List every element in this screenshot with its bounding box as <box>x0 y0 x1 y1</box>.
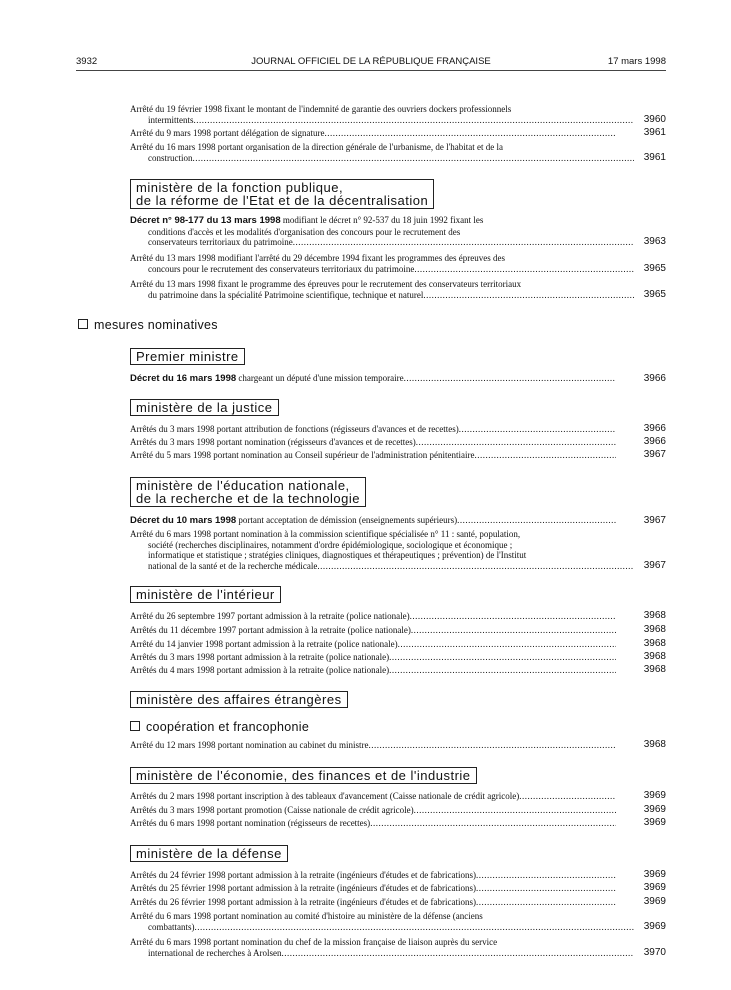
toc-entry[interactable]: Arrêté du 6 mars 1998 portant nomination au comité d'histoire au ministère de la défense (anciens combattants) ..... 3969 <box>130 911 666 932</box>
page-number: 3932 <box>76 56 98 67</box>
toc-entry[interactable]: Arrêtés du 3 mars 1998 portant attribution de fonctions (régisseurs d'avances et de recettes) ..... 3966 <box>130 424 666 435</box>
section-mesures-nominatives: mesures nominatives <box>78 318 218 332</box>
page-ref: 3961 <box>643 127 666 138</box>
page-ref: 3968 <box>643 638 666 649</box>
page-ref: 3963 <box>643 236 666 247</box>
toc-entry[interactable]: Arrêté du 13 mars 1998 fixant le programme des épreuves pour le recrutement des conservateurs territoriaux du patrimoine dans la spécialité Patrimoine scientifique, technique et naturel ..... 3965 <box>130 279 666 300</box>
toc-entry[interactable]: Arrêté du 19 février 1998 fixant le montant de l'indemnité de garantie des ouvriers dockers professionnels intermittents ..... 3960 <box>130 104 666 125</box>
page-ref: 3969 <box>643 920 666 932</box>
page-ref: 3969 <box>643 790 666 801</box>
toc-entry[interactable]: Arrêté du 16 mars 1998 portant organisation de la direction générale de l'urbanisme, de l'habitat et de la construction ..... 3961 <box>130 142 666 163</box>
subsection-cooperation: coopération et francophonie <box>130 720 309 734</box>
toc-entry[interactable]: Arrêtés du 4 mars 1998 portant admission à la retraite (police nationale) ..... 3968 <box>130 665 666 676</box>
checkbox-square-icon <box>130 721 140 731</box>
page-ref: 3960 <box>643 113 666 125</box>
page-ref: 3965 <box>643 288 666 300</box>
ministry-heading-education: ministère de l'éducation nationale, de la recherche et de la technologie <box>130 477 366 507</box>
toc-entry[interactable]: Arrêté du 6 mars 1998 portant nomination à la commission scientifique spécialisée n° 11 : santé, population, société (recherches disciplinaires, notamment d'ordre épidémiologique, sociologique et économique ; informatique et statistique ; stratégies cliniques, diagnostiques et thérapeutiques ; prévention) de l'Institut national de la santé et de la recherche médicale ..... 3967 <box>130 529 666 571</box>
ministry-heading-interieur: ministère de l'intérieur <box>130 586 281 603</box>
toc-entry[interactable]: Arrêtés du 3 mars 1998 portant nomination (régisseurs d'avances et de recettes) ..... 3966 <box>130 437 666 448</box>
toc-entry[interactable]: Arrêtés du 25 février 1998 portant admission à la retraite (ingénieurs d'études et de fabrications) ..... 3969 <box>130 883 666 894</box>
toc-entry[interactable]: Décret du 10 mars 1998 portant acceptation de démission (enseignements supérieurs) ..... 3967 <box>130 515 666 527</box>
page-ref: 3965 <box>643 262 666 274</box>
page-ref: 3969 <box>643 804 666 815</box>
page-ref: 3967 <box>643 559 666 571</box>
page-ref: 3969 <box>643 869 666 880</box>
toc-entry[interactable]: Arrêtés du 3 mars 1998 portant admission à la retraite (police nationale) ..... 3968 <box>130 652 666 663</box>
toc-entry[interactable]: Arrêtés du 11 décembre 1997 portant admission à la retraite (police nationale) ..... 3968 <box>130 625 666 636</box>
ministry-heading-justice: ministère de la justice <box>130 399 279 416</box>
toc-entry[interactable]: Arrêtés du 26 février 1998 portant admission à la retraite (ingénieurs d'études et de fabrications) ..... 3969 <box>130 897 666 908</box>
page-ref: 3968 <box>643 624 666 635</box>
issue-date: 17 mars 1998 <box>607 56 666 67</box>
ministry-heading-fonction-publique: ministère de la fonction publique, de la réforme de l'Etat et de la décentralisation <box>130 179 434 209</box>
toc-entry[interactable]: Arrêté du 26 septembre 1997 portant admission à la retraite (police nationale) ..... 3968 <box>130 611 666 622</box>
page-ref: 3967 <box>643 449 666 460</box>
toc-entry[interactable]: Arrêtés du 6 mars 1998 portant nomination (régisseurs de recettes) ..... 3969 <box>130 818 666 829</box>
ministry-heading-economie: ministère de l'économie, des finances et de l'industrie <box>130 767 477 784</box>
toc-entry[interactable]: Arrêté du 5 mars 1998 portant nomination au Conseil supérieur de l'administration pénitentiaire ..... 3967 <box>130 450 666 461</box>
page-ref: 3969 <box>643 882 666 893</box>
page-ref: 3966 <box>643 373 666 384</box>
page-ref: 3970 <box>643 946 666 958</box>
ministry-heading-affaires-etrangeres: ministère des affaires étrangères <box>130 691 348 708</box>
toc-entry[interactable]: Décret du 16 mars 1998 chargeant un député d'une mission temporaire ..... 3966 <box>130 373 666 385</box>
toc-entry[interactable]: Arrêtés du 3 mars 1998 portant promotion (Caisse nationale de crédit agricole) ..... 3969 <box>130 805 666 816</box>
page-header <box>76 56 666 71</box>
toc-entry[interactable]: Décret n° 98-177 du 13 mars 1998 modifiant le décret n° 92-537 du 18 juin 1992 fixant les conditions d'accès et les modalités d'organisation des concours pour le recrutement des conservateurs territoriaux du patrimoine ..... 3963 <box>130 215 666 248</box>
page-ref: 3969 <box>643 896 666 907</box>
page-ref: 3961 <box>643 151 666 163</box>
page-ref: 3967 <box>643 515 666 526</box>
page-ref: 3968 <box>643 739 666 750</box>
toc-entry[interactable]: Arrêté du 13 mars 1998 modifiant l'arrêté du 29 décembre 1994 fixant les programmes des épreuves des concours pour le recrutement des conservateurs territoriaux du patrimoine ..... 3965 <box>130 253 666 274</box>
page-ref: 3966 <box>643 436 666 447</box>
toc-entry[interactable]: Arrêté du 14 janvier 1998 portant admission à la retraite (police nationale) ..... 3968 <box>130 639 666 650</box>
toc-entry[interactable]: Arrêtés du 2 mars 1998 portant inscription à des tableaux d'avancement (Caisse nationale de crédit agricole) ..... 3969 <box>130 791 666 802</box>
toc-entry[interactable]: Arrêtés du 24 février 1998 portant admission à la retraite (ingénieurs d'études et de fabrications) ..... 3969 <box>130 870 666 881</box>
page-ref: 3968 <box>643 610 666 621</box>
toc-entry[interactable]: Arrêté du 9 mars 1998 portant délégation de signature ..... 3961 <box>130 128 666 139</box>
journal-title: JOURNAL OFFICIEL DE LA RÉPUBLIQUE FRANÇAISE <box>251 56 491 67</box>
page-ref: 3966 <box>643 423 666 434</box>
ministry-heading-premier-ministre: Premier ministre <box>130 348 245 365</box>
toc-entry[interactable]: Arrêté du 6 mars 1998 portant nomination du chef de la mission française de liaison auprès du service international de recherches à Arolsen ..... 3970 <box>130 937 666 958</box>
ministry-heading-defense: ministère de la défense <box>130 845 288 862</box>
page-ref: 3969 <box>643 817 666 828</box>
page-ref: 3968 <box>643 651 666 662</box>
toc-entry[interactable]: Arrêté du 12 mars 1998 portant nomination au cabinet du ministre ..... 3968 <box>130 740 666 751</box>
checkbox-square-icon <box>78 319 88 329</box>
page-ref: 3968 <box>643 664 666 675</box>
